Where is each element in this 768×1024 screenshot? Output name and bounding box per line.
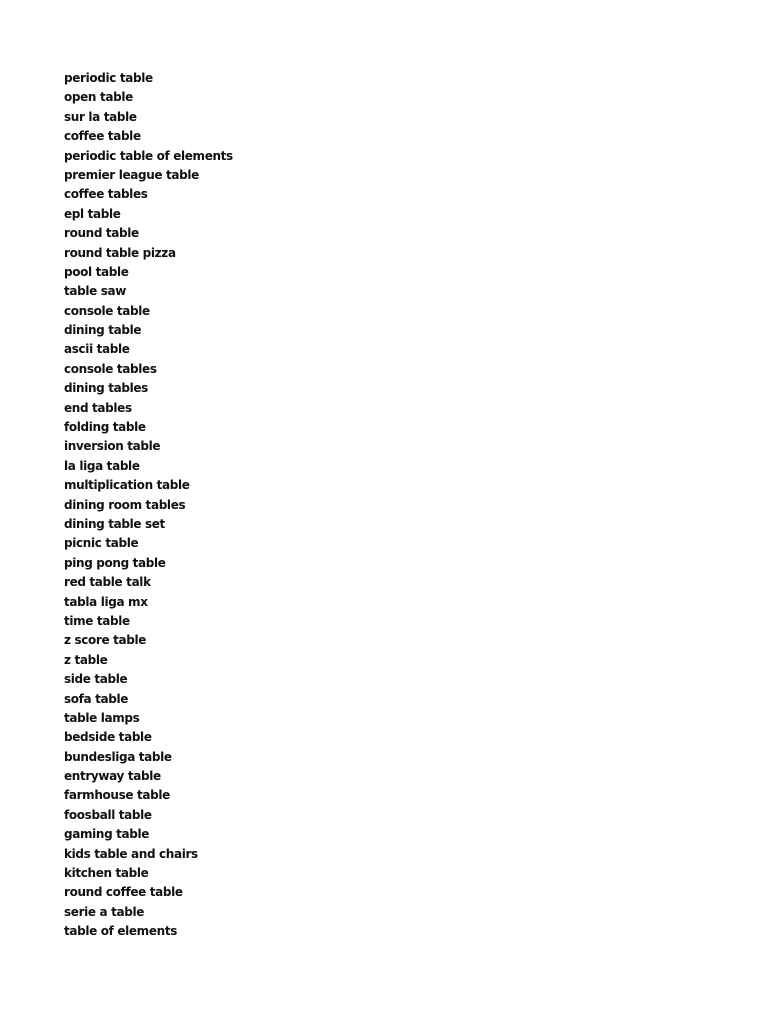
term-item: tabla liga mx [64, 594, 148, 609]
term-item: round table [64, 226, 139, 241]
term-item: kids table and chairs [64, 846, 198, 861]
term-item: epl table [64, 206, 121, 221]
term-item: table saw [64, 284, 127, 299]
term-item: farmhouse table [64, 788, 170, 803]
term-item: z score table [64, 633, 147, 648]
term-item: multiplication table [64, 478, 190, 493]
term-item: table lamps [64, 710, 140, 725]
term-item: entryway table [64, 769, 161, 784]
term-item: table of elements [64, 924, 178, 939]
term-item: la liga table [64, 458, 140, 473]
term-item: bedside table [64, 730, 152, 745]
term-item: inversion table [64, 439, 161, 454]
term-item: console tables [64, 361, 157, 376]
term-item: dining table set [64, 516, 165, 531]
search-term-list [64, 69, 233, 942]
term-item: picnic table [64, 536, 139, 551]
term-item: console table [64, 303, 150, 318]
term-item: sofa table [64, 691, 129, 706]
term-item: ping pong table [64, 555, 166, 570]
term-item: coffee table [64, 129, 141, 144]
term-item: bundesliga table [64, 749, 172, 764]
term-item: dining room tables [64, 497, 186, 512]
term-item: side table [64, 672, 128, 687]
term-item: red table talk [64, 575, 151, 590]
term-item: dining table [64, 323, 142, 338]
term-item: end tables [64, 400, 132, 415]
term-item: periodic table of elements [64, 148, 233, 163]
term-item: time table [64, 613, 130, 628]
term-item: gaming table [64, 827, 150, 842]
term-item: pool table [64, 264, 129, 279]
term-item: folding table [64, 420, 146, 435]
term-item: premier league table [64, 167, 199, 182]
term-item: kitchen table [64, 866, 149, 881]
term-item: dining tables [64, 381, 148, 396]
term-item: z table [64, 652, 108, 667]
term-item: foosball table [64, 807, 152, 822]
term-item: coffee tables [64, 187, 148, 202]
term-item: serie a table [64, 904, 145, 919]
term-item: periodic table [64, 71, 153, 85]
term-item: ascii table [64, 342, 130, 357]
term-item: round coffee table [64, 885, 183, 900]
term-item: sur la table [64, 109, 137, 124]
term-item: open table [64, 90, 133, 105]
term-item: round table pizza [64, 245, 176, 260]
